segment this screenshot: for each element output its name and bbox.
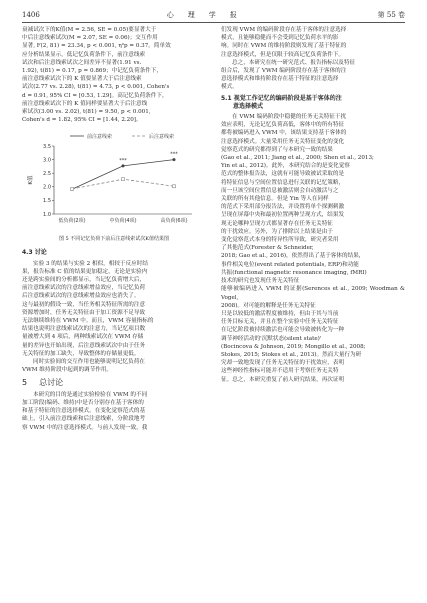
text-line: 共振(functional magnetic resonance imaging, fMRI) bbox=[221, 269, 367, 276]
text-line: 加工阶段(编码、维持)中是否分别存在基于客体的 bbox=[22, 399, 144, 406]
left-paragraph-1 bbox=[22, 26, 206, 124]
text-line: Cohen's d = 1.82, 95% CI = [1.44, 2.20]。 bbox=[22, 117, 142, 124]
text-line: 察 VWM 中的注意选择模式。与前人发现一致，我 bbox=[22, 424, 148, 431]
text-line: 和基于特征的注意选择模式。在变化觉察范式的基 bbox=[22, 408, 146, 415]
text-line: 现无论哪种呈现方式都显著存在任务无关特征 bbox=[221, 220, 333, 227]
text-line: 量的差异也开始出现，后注意线索试次中由于任务 bbox=[22, 342, 146, 349]
text-line: 技术的研究也发现任务无关特征 bbox=[221, 278, 300, 285]
text-line: 衰减试次下的K值(M = 2.56, SE = 0.05)要显著大于 bbox=[22, 27, 157, 33]
text-line: 这些神经性指标可能并不适用于考察任务无关特 bbox=[221, 368, 339, 375]
text-line: 征。总之，本研究重复了前人研究结果，再次证明 bbox=[221, 376, 345, 383]
left-paragraph-2 bbox=[22, 260, 206, 375]
text-line: 实验 3 的结果与实验 2 相似，相较于反应时结 bbox=[33, 260, 148, 267]
text-line: 无法继续维持在 VWM 中。而且，VWM 容量指标的 bbox=[22, 318, 154, 325]
section-5-1-line: 5.1 视觉工作记忆的编码阶段是基于客体的注 bbox=[221, 94, 342, 102]
text-line: 在 VWM 编码阶段中稳健的任务无关特征干扰 bbox=[232, 114, 347, 121]
text-line: 模式。 bbox=[221, 84, 238, 91]
text-line: (Bocincova & Johnson, 2019; Mongillo et al., 2008; bbox=[221, 343, 366, 350]
text-line: 意选择模式和维持阶段存在基于特征的注意选择 bbox=[221, 76, 339, 83]
text-line: 觉察范式的研究都得到了与本研究一致的结果 bbox=[221, 146, 333, 153]
y-tick-label: 3.5 bbox=[43, 144, 51, 151]
right-paragraph-2 bbox=[221, 113, 405, 384]
legend-label: 后注意线索 bbox=[149, 134, 175, 141]
right-column bbox=[221, 26, 405, 384]
text-line: 的范式下采用部分报告法，并设置将单个探测刺激 bbox=[221, 204, 345, 211]
data-point bbox=[173, 159, 176, 162]
text-line: 试次(2.77 vs. 2.28), t(81) = 4.73, p < 0.001, Cohen's bbox=[22, 84, 170, 91]
text-line: 果，报告标准 C 值的结果更加稳定，无论是实验内 bbox=[22, 268, 148, 275]
section-4-3-heading: 4.3 讨论 bbox=[22, 249, 47, 257]
text-line: 变化觉察范式本身的特异性所导致，研究者采用 bbox=[221, 237, 339, 244]
left-column bbox=[22, 26, 206, 432]
text-line: 前注意线索试次下的 K 值同样要显著大于后注意线 bbox=[22, 100, 148, 107]
right-paragraph-1 bbox=[221, 26, 405, 92]
text-line: 呈现在屏幕中央和最初位置两种呈现方式，结果发 bbox=[221, 212, 345, 219]
data-point bbox=[71, 188, 74, 191]
text-line: 在记忆阶段被持续激活也可能会导致被转化为一种 bbox=[221, 327, 345, 334]
text-line: 们发现 VWM 的编码阶段存在基于客体的注意选择 bbox=[221, 27, 347, 33]
text-line: 总之，本研究在统一研究范式、报告指标以及特征 bbox=[232, 59, 356, 66]
section-5-number: 5 bbox=[22, 378, 28, 388]
text-line: 中后注意线索试次(M = 2.07, SE = 0.06)；交互作用 bbox=[22, 35, 158, 42]
text-line: 模式，且能够稳健而不会受到记忆负荷水平的影 bbox=[221, 35, 339, 42]
text-line: 组合后，发现了 VWM 编码阶段存在基于客体的注 bbox=[221, 68, 347, 75]
y-axis-label: K值 bbox=[28, 175, 34, 185]
text-line: 将特征信息与空间位置信息进行关联的记忆策略， bbox=[221, 179, 345, 186]
text-line: 响。同时在 VWM 的维持阶段则发现了基于特征的 bbox=[221, 43, 347, 50]
text-line: Stokes, 2015; Stokes et al., 2013)。然而大量行为研 bbox=[221, 351, 362, 358]
text-line: 资源增加时，任务无关特征由于加工资源不足导致 bbox=[22, 309, 146, 316]
text-line: 前注意线索试次下的 K 值要显著大于后注意线索 bbox=[22, 76, 142, 83]
text-line: 范式的整体报告法，这就有可能导致被试采取的是 bbox=[221, 171, 345, 178]
figure-5 bbox=[22, 128, 206, 246]
legend-label: 前注意线索 bbox=[87, 134, 113, 141]
page-number: 1406 bbox=[22, 11, 40, 19]
y-tick-label: 1.0 bbox=[43, 212, 51, 219]
text-line: 究却一致地发现了任务无关特征的干扰效应，表明 bbox=[221, 360, 345, 367]
text-line: 了其他范式(Forester & Schneider, bbox=[221, 245, 314, 252]
text-line: 效应表明，无论记忆负荷高低，客体中的所有特征 bbox=[221, 122, 345, 129]
y-tick-label: 2.0 bbox=[43, 185, 51, 192]
text-line: 1.92), t(81) = 0.17, p = 0.869；中记忆负荷条件下， bbox=[22, 68, 162, 75]
text-line: 无关特征的加工缺失，导致整体的存储量更低。 bbox=[22, 350, 140, 357]
text-line: 能够被编码进入 VWM 的证据(Serences et al., 2009; Woodman & Vogel, bbox=[221, 286, 405, 301]
y-tick-label: 1.5 bbox=[43, 198, 51, 205]
text-line: 注意选择模式，但是仅限于较高记忆负荷条件下。 bbox=[221, 51, 345, 58]
text-line: Yin et al., 2012)。此外，本研究结合的是变化觉察 bbox=[221, 163, 350, 170]
significance-marker: *** bbox=[170, 152, 178, 159]
text-line: 注意选择模式。大量采用任务无关特征变化的变化 bbox=[221, 138, 345, 145]
text-line: 的干扰效应。另外，为了排除以上结果是由于 bbox=[221, 228, 333, 235]
text-line: 同时实验间的交互作用也能够说明记忆负荷在 bbox=[33, 359, 145, 366]
text-line: 还是跨实验间的分析都显示，当记忆负荷增大后， bbox=[22, 277, 146, 284]
text-line: 只是以较低的激活程度被维持，但由于其与当前 bbox=[221, 310, 339, 317]
significance-marker: *** bbox=[119, 158, 127, 165]
text-line: 试次和后注意线索试次之间差异不显著(1.91 vs. bbox=[22, 59, 142, 66]
text-line: 事件相关电位(event related potentials, ERP)和功能 bbox=[221, 261, 359, 268]
data-point bbox=[122, 165, 125, 168]
volume-label: 第 55 卷 bbox=[377, 11, 405, 19]
line-chart bbox=[22, 128, 206, 234]
text-line: 2008)。对可能的解释是任务无关特征 bbox=[221, 302, 316, 309]
text-line: 索试次(3.00 vs. 2.02), t(81) = 9.50, p < 0.001, bbox=[22, 109, 151, 116]
y-tick-label: 2.5 bbox=[43, 171, 51, 178]
text-line: 结果也说明注意线索试次的注意力，当记忆项目数 bbox=[22, 326, 146, 333]
series-line bbox=[72, 160, 174, 190]
x-tick-label: 中负荷(4项) bbox=[109, 218, 137, 225]
text-line: 这与最初的假设一致，当任务相关特征所需的注意 bbox=[22, 301, 146, 308]
figure-caption: 图 5 不同记忆负荷下前后注意线索试次K值结果图 bbox=[58, 236, 170, 243]
x-tick-label: 高负荷(6项) bbox=[160, 218, 188, 225]
text-line: 调节神经活动的'沉默状态(silent state)' bbox=[221, 335, 322, 342]
text-line: 而一旦该空间位置信息被激活则会自动激活与之 bbox=[221, 187, 339, 194]
text-line: 应分析结果显示，低记忆负荷条件下，前注意线索 bbox=[22, 51, 146, 58]
left-paragraph-3 bbox=[22, 391, 206, 432]
section-5-heading bbox=[22, 379, 206, 387]
text-line: 量被增大到 4 项后，两种线索试次在 VWM 存储 bbox=[22, 334, 144, 341]
text-line: 任务目标无关，并且在整个实验中任务无关特征 bbox=[221, 319, 339, 326]
text-line: VWM 维持阶段中起到的调节作用。 bbox=[22, 367, 113, 374]
text-line: 关联的所有其他信息。但是 Yin 等人在同样 bbox=[221, 196, 329, 203]
text-line: 2018; Gao et al., 2016)，依然得出了基于客体的结果， bbox=[221, 253, 365, 260]
section-5-title: 总讨论 bbox=[39, 378, 64, 388]
section-5-1-heading bbox=[221, 95, 405, 111]
x-tick-label: 低负荷(2项) bbox=[58, 218, 86, 225]
running-header bbox=[22, 8, 405, 23]
text-line: 后注意线索试次的注意线索增益效应也消失了。 bbox=[22, 293, 140, 300]
text-line: 都将被编码进入 VWM 中，该结果支持基于客体的 bbox=[221, 130, 347, 137]
data-point bbox=[173, 185, 176, 188]
section-5-1-line: 意选择模式 bbox=[233, 102, 264, 110]
text-line: 本研究的目的是通过实验检验在 VWM 的不同 bbox=[33, 391, 148, 398]
y-tick-label: 3.0 bbox=[43, 157, 51, 164]
text-line: (Gao et al., 2011; Jiang et al., 2000; Shen et al., 2013; bbox=[221, 155, 374, 162]
text-line: d = 0.91, 95% CI = [0.53, 1.29]。高记忆负荷条件下， bbox=[22, 92, 168, 99]
data-point bbox=[122, 178, 125, 181]
journal-title: 心理学报 bbox=[166, 11, 251, 19]
text-line: 前注意线索试次的注意线索增益效应，当记忆负荷 bbox=[22, 285, 146, 292]
text-line: 显著, F(2, 81) = 23.34, p < 0.001, η²p = 0.37。简单效 bbox=[22, 43, 171, 50]
text-line: 础上，引入前注意线索和后注意线索，分阶段地考 bbox=[22, 416, 146, 423]
